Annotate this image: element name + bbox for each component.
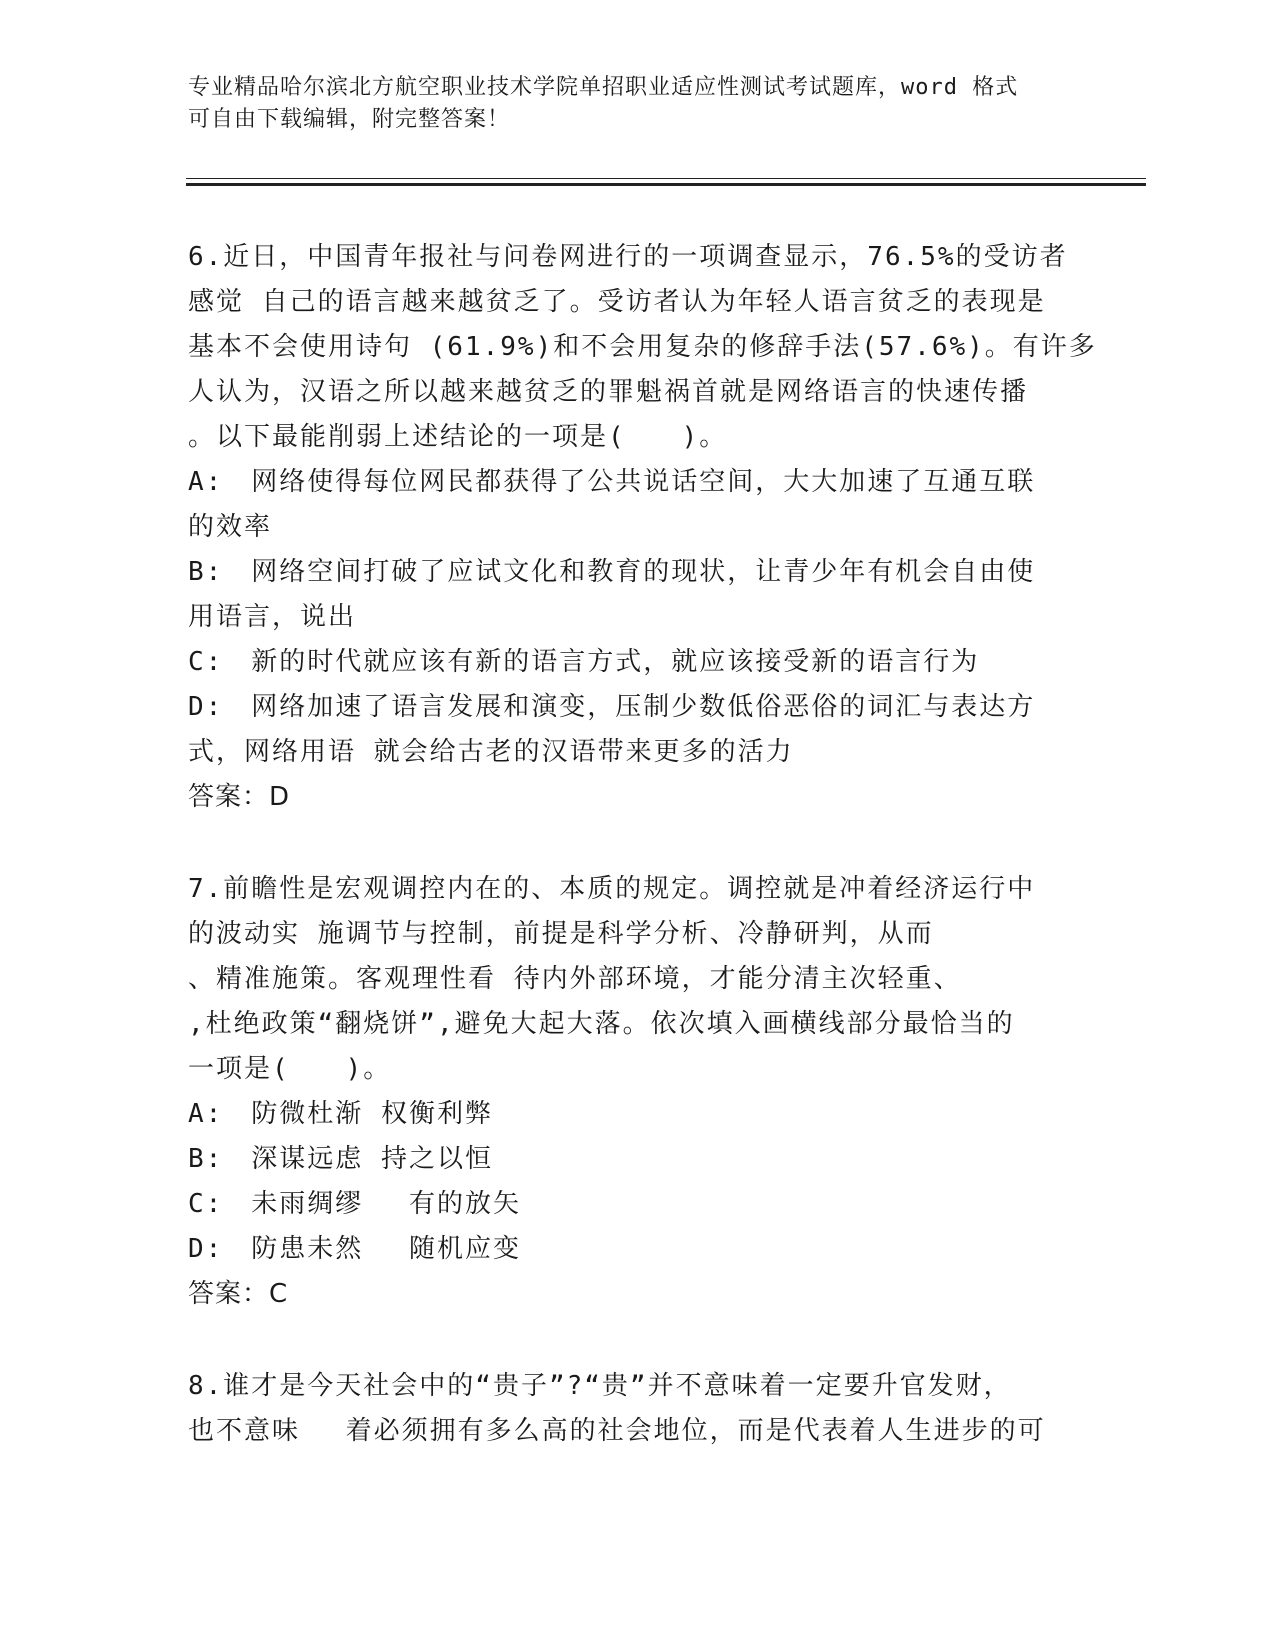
question-8-line: 也不意味 着必须拥有多么高的社会地位，而是代表着人生进步的可 <box>188 1416 1046 1446</box>
question-6-option-c: C: 新的时代就应该有新的语言方式，就应该接受新的语言行为 <box>188 647 980 677</box>
question-6-line: 基本不会使用诗句 (61.9%)和不会用复杂的修辞手法(57.6%)。有许多 <box>188 332 1097 362</box>
header-rule-thick <box>186 183 1146 186</box>
question-6-option-b: B: 网络空间打破了应试文化和教育的现状，让青少年有机会自由使 <box>188 557 1036 587</box>
document-header <box>188 72 1068 136</box>
question-6-option-a: 的效率 <box>188 512 273 542</box>
question-6-option-a: A: 网络使得每位网民都获得了公共说话空间，大大加速了互通互联 <box>188 467 1036 497</box>
question-7-line: 的波动实 施调节与控制，前提是科学分析、冷静研判，从而 <box>188 919 934 949</box>
question-6-option-b: 用语言，说出 <box>188 602 357 632</box>
header-line-1: 专业精品哈尔滨北方航空职业技术学院单招职业适应性测试考试题库，word 格式 <box>188 75 1019 100</box>
question-7-line: ,杜绝政策“翻烧饼”,避免大起大落。依次填入画横线部分最恰当的 <box>188 1009 1015 1039</box>
question-6-option-d: 式，网络用语 就会给古老的汉语带来更多的活力 <box>188 737 794 767</box>
question-6-answer: 答案：D <box>188 782 291 812</box>
question-6-line: 感觉 自己的语言越来越贫乏了。受访者认为年轻人语言贫乏的表现是 <box>188 287 1046 317</box>
question-7-option-c: C: 未雨绸缪 有的放矢 <box>188 1189 521 1219</box>
question-7-option-b: B: 深谋远虑 持之以恒 <box>188 1144 493 1174</box>
question-7-line: 、精准施策。客观理性看 待内外部环境，才能分清主次轻重、 <box>188 964 962 994</box>
question-6-line: 6.近日，中国青年报社与问卷网进行的一项调查显示，76.5%的受访者 <box>188 242 1068 272</box>
question-7-option-a: A: 防微杜渐 权衡利弊 <box>188 1099 493 1129</box>
question-6-option-d: D: 网络加速了语言发展和演变，压制少数低俗恶俗的词汇与表达方 <box>188 692 1036 722</box>
question-7-answer: 答案：C <box>188 1279 289 1309</box>
header-rule-thin <box>186 178 1146 179</box>
question-7-line: 一项是( )。 <box>188 1054 392 1084</box>
question-7-line: 7.前瞻性是宏观调控内在的、本质的规定。调控就是冲着经济运行中 <box>188 874 1036 904</box>
header-line-2: 可自由下载编辑，附完整答案！ <box>188 107 511 132</box>
question-6-line: 。以下最能削弱上述结论的一项是( )。 <box>188 422 728 452</box>
question-7-option-d: D: 防患未然 随机应变 <box>188 1234 521 1264</box>
question-6-line: 人认为，汉语之所以越来越贫乏的罪魁祸首就是网络语言的快速传播 <box>188 377 1029 407</box>
question-8-line: 8.谁才是今天社会中的“贵子”?“贵”并不意味着一定要升官发财， <box>188 1371 1012 1401</box>
